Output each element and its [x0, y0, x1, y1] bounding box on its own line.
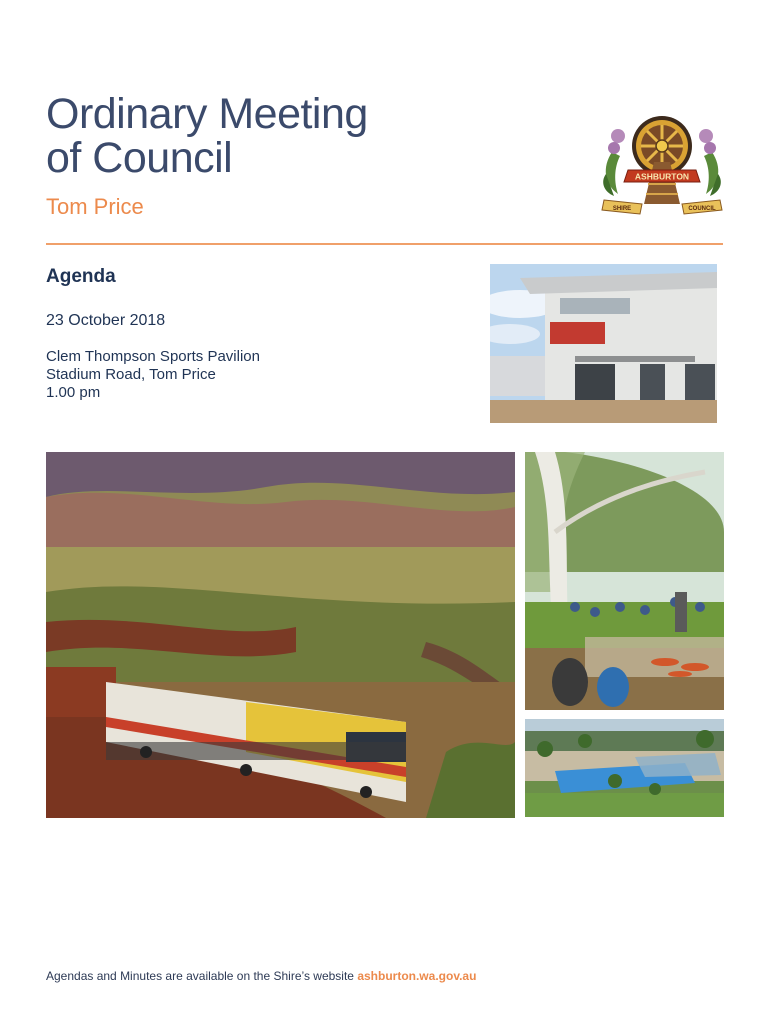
swimming-pool-photo	[525, 719, 724, 817]
footer-note	[46, 969, 476, 983]
ashburton-crest-icon	[598, 112, 726, 218]
venue-address: Stadium Road, Tom Price	[46, 366, 216, 383]
meeting-time: 1.00 pm	[46, 384, 101, 401]
logo-scroll-right-text: COUNCIL	[688, 206, 716, 212]
meeting-venue	[46, 348, 260, 402]
page-title	[46, 92, 368, 180]
location-subtitle: Tom Price	[46, 194, 144, 219]
logo-scroll-left-text: SHIRE	[612, 206, 632, 212]
logo-banner-text: ASHBURTON	[634, 171, 690, 182]
train-landscape-photo	[46, 452, 515, 818]
agenda-heading: Agenda	[46, 266, 116, 287]
footer-text: Agendas and Minutes are available on the Shire’s website	[46, 969, 358, 983]
meeting-date: 23 October 2018	[46, 312, 166, 329]
title-line-2: of Council	[46, 134, 233, 182]
community-gathering-photo	[525, 452, 724, 710]
divider-rule	[46, 243, 723, 245]
ashburton-logo	[598, 112, 726, 218]
website-link[interactable]: ashburton.wa.gov.au	[357, 969, 477, 983]
venue-name: Clem Thompson Sports Pavilion	[46, 348, 260, 365]
title-line-1: Ordinary Meeting	[46, 90, 368, 138]
pavilion-photo	[490, 264, 717, 423]
